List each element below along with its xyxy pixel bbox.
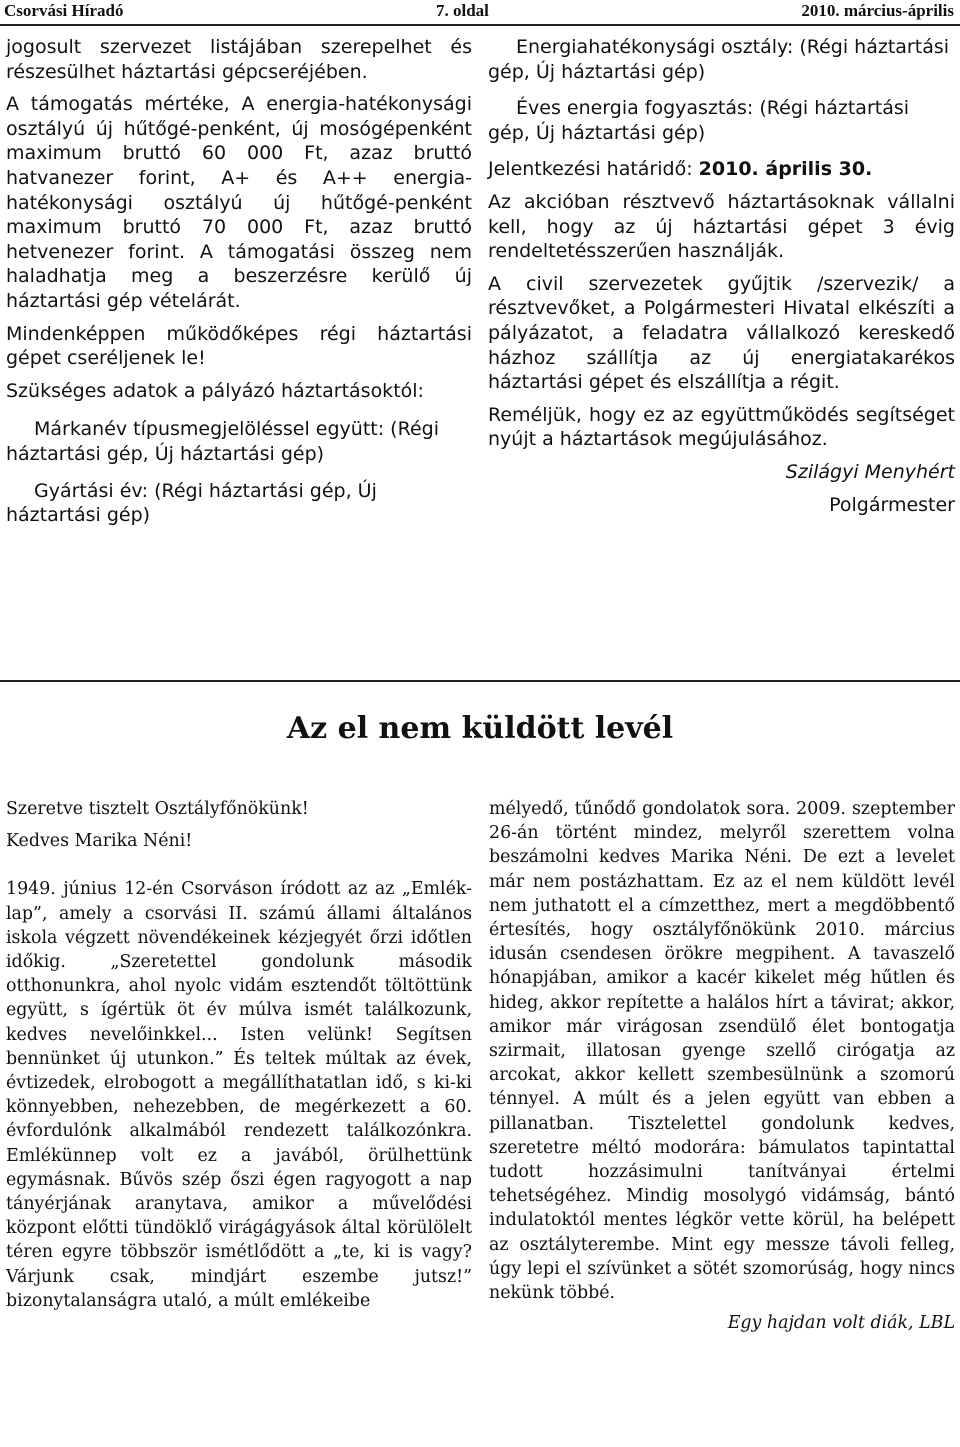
greeting-name: Kedves Marika Néni! [6, 831, 193, 852]
page-header [0, 0, 960, 26]
section-divider [0, 680, 960, 682]
article-body-left: 1949. június 12-én Csorváson íródott az az „Emlék-lap”, amely a csorvási II. számú állami általános iskola végzett növendékeinek kézjegyét őrzi időtlen időkig. „Szeretettel gondolunk második otthonunkra, ahol nyolc vidám esztendőt töltöttünk együtt, s ígértük öt év múlva ismét találkozunk, kedves nevelőinkkel... Isten velünk! Segítsen bennünket új utunkon.” És teltek múltak az évek, évtizedek, elrobogott a megállíthatatlan idő, s ki-ki könnyebben, nehezebben, de megérkezett a 60. évfordulónk alkalmából rendezett találkozónkra. Emlékünnep volt ez a javából, örülhettünk egymásnak. Bűvös szép őszi égen ragyogott a nap tányérjának aranytava, amikor a művelődési központ előtti tündöklő virágágyások által körülölelt téren egyre többször ismétlődött a „te, ki is vagy? Várjunk csak, mindjárt eszembe jutsz!” bizonytalanságra utaló, a múlt emlékeibe [6, 879, 472, 1311]
paragraph-organizers: A civil szervezetek gyűjtik /szervezik/ a résztvevőket, a Polgármesteri Hivatal elkészíti a pályázatot, a feladatra vállalkozó kereskedő házhoz szállítja az új energiatakarékos háztartási gépet és elszállítja a régit. [488, 272, 955, 394]
article-body-right: mélyedő, tűnődő gondolatok sora. 2009. szeptember 26-án történt mindez, melyről szerettem volna beszámolni kedves Marika Néni. De ezt a levelet már nem postázhattam. Ez az el nem küldött levél nem juthatott el a címzetthez, mert a megdöbbentő értesítés, hogy osztályfőnökünk 2010. március idusán csendesen örökre megpihent. A tavaszelő hónapjában, amikor a kacér kikelet még hűtlen és hideg, akkor repítette a halálos hírt a távirat; akkor, amikor már virágosan zsendülő élet bontogatja szirmait, illatosan gyenge szellő cirógatja az arcokat, akkor kellett szembesülnünk a szomorú ténnyel. A múlt és a jelen együtt van ebben a pillanatban. Tisztelettel gondolunk kedves, szeretetre méltó modorára: bámulatos tapintattal tudott hozzásimulni tanítványai értelmi tehetségéhez. Mindig mosolygó vidámság, bántó indulatoktól mentes légkör vette körül, ha belépett az osztályterembe. Mint egy messze távoli felleg, úgy lepi el szívünket a sötét szomorúság, hogy nincs nekünk többé. [489, 799, 955, 1304]
mayor-signature-title: Polgármester [829, 493, 955, 516]
deadline-line [488, 157, 955, 182]
article-signature: Egy hajdan volt diák, LBL [727, 1313, 955, 1334]
paragraph-eligibility: jogosult szervezet listájában szerepelhet és részesülhet háztartási gépcseréjében. [6, 36, 472, 83]
paragraph-subsidy-amount: A támogatás mértéke, A energia-hatékonysági osztályú új hűtőgé-penként, új mosógépenként maximum bruttó 60 000 Ft, azaz bruttó hatvanezer forint, A+ és A++ energia-hatékonysági osztályú új hűtőgé-penként maximum bruttó 70 000 Ft, azaz bruttó hetvenezer forint. A támogatási összeg nem haladhatja meg a beszerzésre kerülő új háztartási gép vételárát. [6, 93, 472, 312]
page-number: 7. oldal [436, 1, 489, 20]
paragraph-commitment: Az akcióban résztvevő háztartásoknak vállalni kell, hogy az új háztartási gépet 3 évig rendeltetésszerűen használják. [488, 190, 955, 263]
top-left-column [6, 35, 472, 536]
greeting-teacher: Szeretve tisztelt Osztályfőnökünk! [6, 799, 309, 819]
article-right-column [489, 797, 955, 1335]
mayor-signature-name: Szilágyi Menyhért [785, 460, 955, 483]
publication-name: Csorvási Híradó [4, 1, 124, 20]
data-item-brand: Márkanév típusmegjelöléssel együtt: (Régi háztartási gép, Új háztartási gép) [6, 418, 439, 465]
paragraph-required-data: Szükséges adatok a pályázó háztartásoktól: [6, 379, 424, 402]
deadline-label: Jelentkezési határidő: [488, 158, 699, 181]
data-item-energy-class: Energiahatékonysági osztály: (Régi háztartási gép, Új háztartási gép) [488, 36, 950, 83]
paragraph-replace-working: Mindenképpen működőképes régi háztartási gépet cseréljenek le! [6, 322, 472, 370]
top-right-column [488, 35, 955, 517]
deadline-date: 2010. április 30. [698, 158, 873, 181]
data-item-consumption: Éves energia fogyasztás: (Régi háztartási gép, Új háztartási gép) [488, 97, 910, 144]
article-title: Az el nem küldött levél [286, 711, 674, 746]
data-item-year: Gyártási év: (Régi háztartási gép, Új háztartási gép) [6, 479, 377, 527]
paragraph-closing: Reméljük, hogy ez az együttműködés segítséget nyújt a háztartások megújulásához. [488, 403, 955, 451]
issue-date: 2010. március-április [801, 1, 954, 20]
article-left-column [6, 797, 472, 1313]
